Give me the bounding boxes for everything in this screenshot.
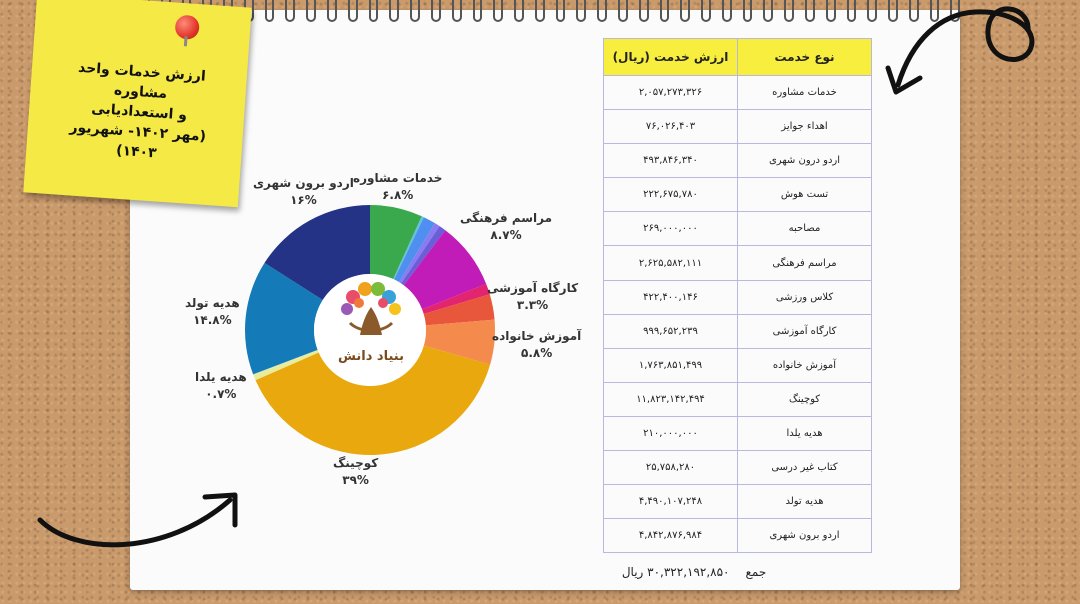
total-label: جمع <box>745 565 767 580</box>
spiral-ring <box>826 0 836 22</box>
spiral-ring <box>556 0 566 22</box>
value-cell: ۹۹۹,۶۵۲,۲۳۹ <box>604 314 738 348</box>
slice-label-value: ۰.۷% <box>205 387 237 401</box>
service-cell: کتاب غیر درسی <box>738 451 872 485</box>
spiral-ring <box>514 0 524 22</box>
header-value: ارزش خدمت (ریال) <box>604 39 738 76</box>
spiral-ring <box>452 0 462 22</box>
table-header-row <box>604 39 872 76</box>
service-cell: هدیه یلدا <box>738 416 872 450</box>
spiral-ring <box>743 0 753 22</box>
table-row <box>604 246 872 280</box>
pushpin-needle <box>184 36 188 46</box>
table-body <box>604 76 872 553</box>
slice-label <box>185 295 240 329</box>
spiral-ring <box>784 0 794 22</box>
value-cell: ۲,۰۵۷,۲۷۳,۳۲۶ <box>604 76 738 110</box>
table-row <box>604 451 872 485</box>
service-cell: خدمات مشاوره <box>738 76 872 110</box>
value-cell: ۴۲۲,۴۰۰,۱۴۶ <box>604 280 738 314</box>
spiral-ring <box>285 0 295 22</box>
services-table <box>603 38 872 591</box>
spiral-ring <box>722 0 732 22</box>
slice-label-value: ۱۴.۸% <box>193 313 232 327</box>
curved-arrow-bottom-left-icon <box>35 485 255 560</box>
slice-label-value: ۵.۸% <box>521 346 553 360</box>
slice-label-name: مراسم فرهنگی <box>460 211 553 225</box>
slice-label-value: ۸.۷% <box>490 228 522 242</box>
value-cell: ۲۱۰,۰۰۰,۰۰۰ <box>604 416 738 450</box>
spiral-ring <box>389 0 399 22</box>
value-cell: ۲۵,۷۵۸,۲۸۰ <box>604 451 738 485</box>
slice-label <box>195 369 247 403</box>
spiral-ring <box>847 0 857 22</box>
value-cell: ۲۶۹,۰۰۰,۰۰۰ <box>604 212 738 246</box>
value-cell: ۴۹۳,۸۴۶,۳۴۰ <box>604 144 738 178</box>
spiral-ring <box>327 0 337 22</box>
slice-label-name: خدمات مشاوره <box>353 171 443 185</box>
spiral-ring <box>348 0 358 22</box>
note-title-line1: ارزش خدمات واحد مشاوره <box>77 59 207 103</box>
logo-text: بنیاد دانش <box>338 349 404 364</box>
note-title-line3: (مهر ۱۴۰۲- شهریور ۱۴۰۳) <box>69 119 207 162</box>
slice-label <box>460 210 552 244</box>
value-cell: ۲,۶۲۵,۵۸۲,۱۱۱ <box>604 246 738 280</box>
service-cell: اردو برون شهری <box>738 519 872 553</box>
value-cell: ۲۲۲,۶۷۵,۷۸۰ <box>604 178 738 212</box>
total-value: ۳۰,۳۲۲,۱۹۲,۸۵۰ ریال <box>621 565 730 580</box>
table-row <box>604 76 872 110</box>
table-row <box>604 110 872 144</box>
table-row <box>604 519 872 553</box>
value-cell: ۴,۴۹۰,۱۰۷,۲۴۸ <box>604 485 738 519</box>
spiral-ring <box>805 0 815 22</box>
spiral-ring <box>867 0 877 22</box>
slice-label-value: ۱۶% <box>290 193 317 207</box>
table-row <box>604 348 872 382</box>
slice-label-value: ۶.۸% <box>382 188 414 202</box>
note-title-line2: و استعدادیابی <box>90 100 188 124</box>
slice-label-name: هدیه تولد <box>185 296 240 310</box>
service-cell: تست هوش <box>738 178 872 212</box>
slice-label <box>253 175 354 209</box>
slice-label-name: هدیه یلدا <box>195 370 247 384</box>
table-row <box>604 416 872 450</box>
spiral-ring <box>680 0 690 22</box>
slice-label <box>487 280 578 314</box>
note-title <box>46 56 233 168</box>
slice-label <box>492 328 581 362</box>
table-row <box>604 212 872 246</box>
table-total-row <box>604 553 872 592</box>
spiral-binding <box>140 0 960 20</box>
slice-label-value: ۳.۳% <box>516 298 549 312</box>
service-cell: مراسم فرهنگی <box>738 246 872 280</box>
header-service: نوع خدمت <box>738 39 872 76</box>
spiral-ring <box>701 0 711 22</box>
table-row <box>604 144 872 178</box>
spiral-ring <box>576 0 586 22</box>
value-cell: ۷۶,۰۲۶,۴۰۳ <box>604 110 738 144</box>
spiral-ring <box>618 0 628 22</box>
service-cell: آموزش خانواده <box>738 348 872 382</box>
value-cell: ۴,۸۴۲,۸۷۶,۹۸۴ <box>604 519 738 553</box>
service-cell: اهداء جوایز <box>738 110 872 144</box>
spiral-ring <box>493 0 503 22</box>
service-cell: هدیه تولد <box>738 485 872 519</box>
table-row <box>604 178 872 212</box>
curved-arrow-top-right-icon <box>880 0 1050 110</box>
slice-label-name: آموزش خانواده <box>492 329 582 343</box>
spiral-ring <box>473 0 483 22</box>
sticky-note <box>23 0 251 207</box>
service-cell: مصاحبه <box>738 212 872 246</box>
service-cell: کلاس ورزشی <box>738 280 872 314</box>
service-cell: اردو درون شهری <box>738 144 872 178</box>
spiral-ring <box>763 0 773 22</box>
value-cell: ۱۱,۸۲۳,۱۴۲,۴۹۴ <box>604 382 738 416</box>
spiral-ring <box>535 0 545 22</box>
table-row <box>604 382 872 416</box>
service-cell: کوچینگ <box>738 382 872 416</box>
value-cell: ۱,۷۶۳,۸۵۱,۴۹۹ <box>604 348 738 382</box>
spiral-ring <box>306 0 316 22</box>
spiral-ring <box>265 0 275 22</box>
slice-label-name: کارگاه آموزشی <box>487 281 579 295</box>
spiral-ring <box>410 0 420 22</box>
spiral-ring <box>639 0 649 22</box>
spiral-ring <box>369 0 379 22</box>
spiral-ring <box>431 0 441 22</box>
service-cell: کارگاه آموزشی <box>738 314 872 348</box>
slice-label <box>333 455 378 489</box>
spiral-ring <box>597 0 607 22</box>
spiral-ring <box>660 0 670 22</box>
slice-label-name: کوچینگ <box>333 456 379 470</box>
table-row <box>604 280 872 314</box>
table-row <box>604 314 872 348</box>
slice-label-value: ۳۹% <box>342 473 369 487</box>
table-row <box>604 485 872 519</box>
slice-label <box>353 170 442 204</box>
slice-label-name: اردو برون شهری <box>253 176 354 190</box>
